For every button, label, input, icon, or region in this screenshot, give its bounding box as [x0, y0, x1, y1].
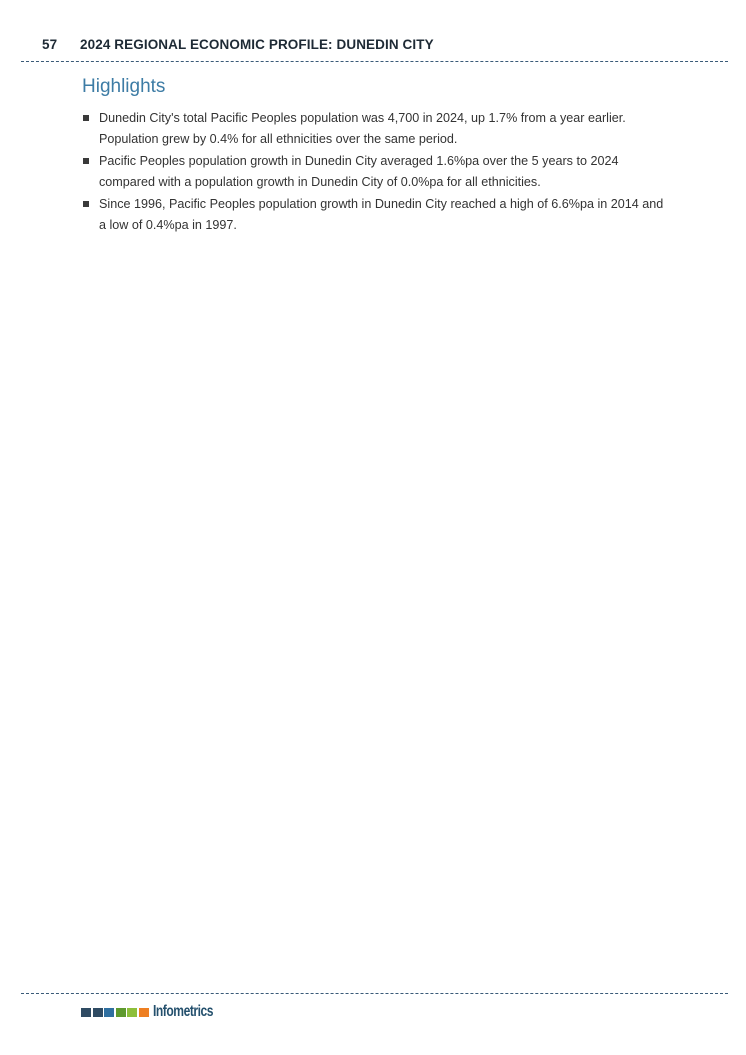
logo-square — [104, 1008, 114, 1017]
bullet-icon — [83, 201, 89, 207]
page-number: 57 — [42, 37, 58, 52]
list-item — [82, 151, 672, 193]
logo-square — [93, 1008, 103, 1017]
header-divider — [21, 61, 728, 62]
bullet-icon — [83, 115, 89, 121]
list-item — [82, 194, 672, 236]
highlights-list — [82, 108, 672, 237]
highlight-text: Since 1996, Pacific Peoples population growth in Dunedin City reached a high of 6.6%pa in 2014 and a low of 0.4%pa in 1997. — [99, 197, 664, 232]
page-header — [42, 37, 434, 52]
infometrics-logo — [81, 1004, 230, 1020]
logo-square — [127, 1008, 137, 1017]
highlight-text: Dunedin City's total Pacific Peoples population was 4,700 in 2024, up 1.7% from a year earlier. Population grew by 0.4% for all ethnicities over the same period. — [99, 111, 626, 146]
logo-square — [116, 1008, 126, 1017]
bullet-icon — [83, 158, 89, 164]
logo-square — [81, 1008, 91, 1017]
footer-divider — [21, 993, 728, 994]
list-item — [82, 108, 672, 150]
section-title: Highlights — [82, 76, 166, 97]
document-title: 2024 REGIONAL ECONOMIC PROFILE: DUNEDIN CITY — [80, 37, 434, 52]
logo-text: Infometrics — [152, 1003, 213, 1020]
highlight-text: Pacific Peoples population growth in Dunedin City averaged 1.6%pa over the 5 years to 2024 compared with a population growth in Dunedin City of 0.0%pa for all ethnicities. — [99, 154, 619, 189]
logo-square — [139, 1008, 149, 1017]
